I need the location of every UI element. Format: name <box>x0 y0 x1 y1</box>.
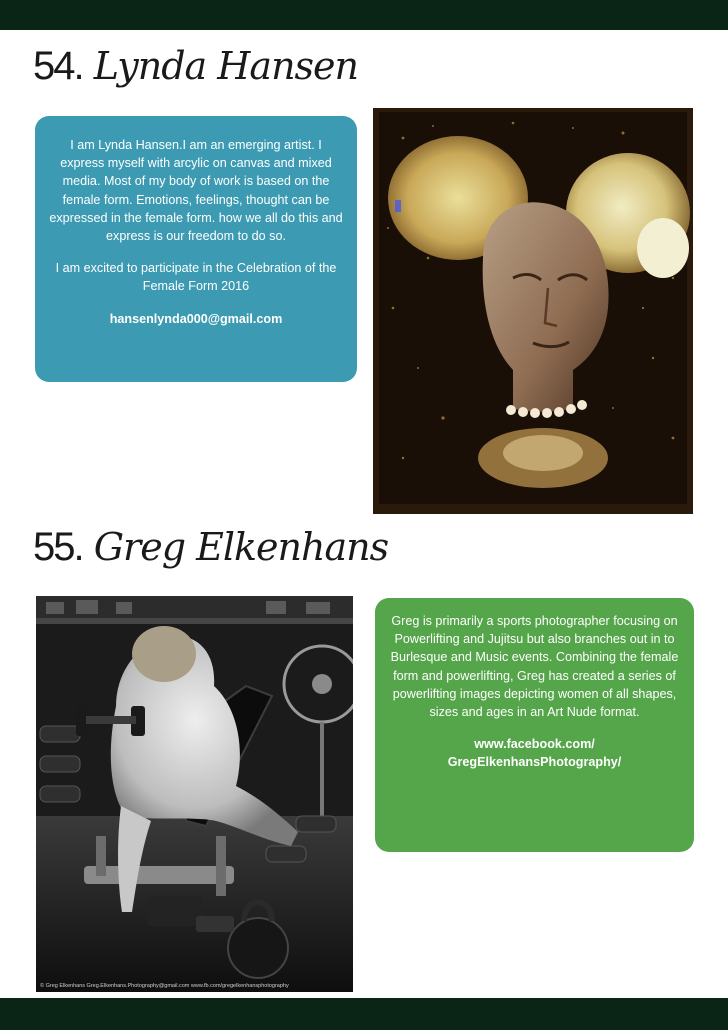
artist-name: Lynda Hansen <box>93 44 359 88</box>
artist-bio-box <box>35 116 357 382</box>
bio-paragraph: I am Lynda Hansen.I am an emerging artist. I express myself with arcylic on canvas and mixed media. Most of my body of work is based on the female form. Emotions, feelings, thought can be expressed in the female form. how we all do this and express is our freedom to do so. <box>49 138 343 244</box>
bottom-bar <box>0 998 728 1030</box>
top-bar <box>0 0 728 30</box>
artist-name: Greg Elkenhans <box>93 525 389 569</box>
photo-credit: © Greg Elkenhans Greg.Elkenhans.Photography@gmail.com www.fb.com/gregelkenhansphotography <box>40 983 289 989</box>
contact-email: hansenlynda000@gmail.com <box>109 311 283 326</box>
website-link-line1[interactable]: www.facebook.com/ <box>474 737 595 752</box>
artist-heading-54 <box>33 44 358 89</box>
photograph-image <box>36 596 353 992</box>
bio-paragraph: Greg is primarily a sports photographer focusing on Powerlifting and Jujitsu but also branches out in to Burlesque and Music events. Combining the female form and powerlifting, Greg has created a series of powerlifting images depicting women of all shapes, sizes and ages in an Art Nude format. <box>390 614 679 720</box>
artist-heading-55 <box>33 525 388 570</box>
artist-number: 55. <box>33 525 83 569</box>
artist-bio-box <box>375 598 694 852</box>
artist-number: 54. <box>33 44 83 88</box>
artwork-image <box>373 108 693 514</box>
bio-paragraph: I am excited to participate in the Celebration of the Female Form 2016 <box>55 261 337 294</box>
website-link-line2[interactable]: GregElkenhansPhotography/ <box>447 755 622 770</box>
